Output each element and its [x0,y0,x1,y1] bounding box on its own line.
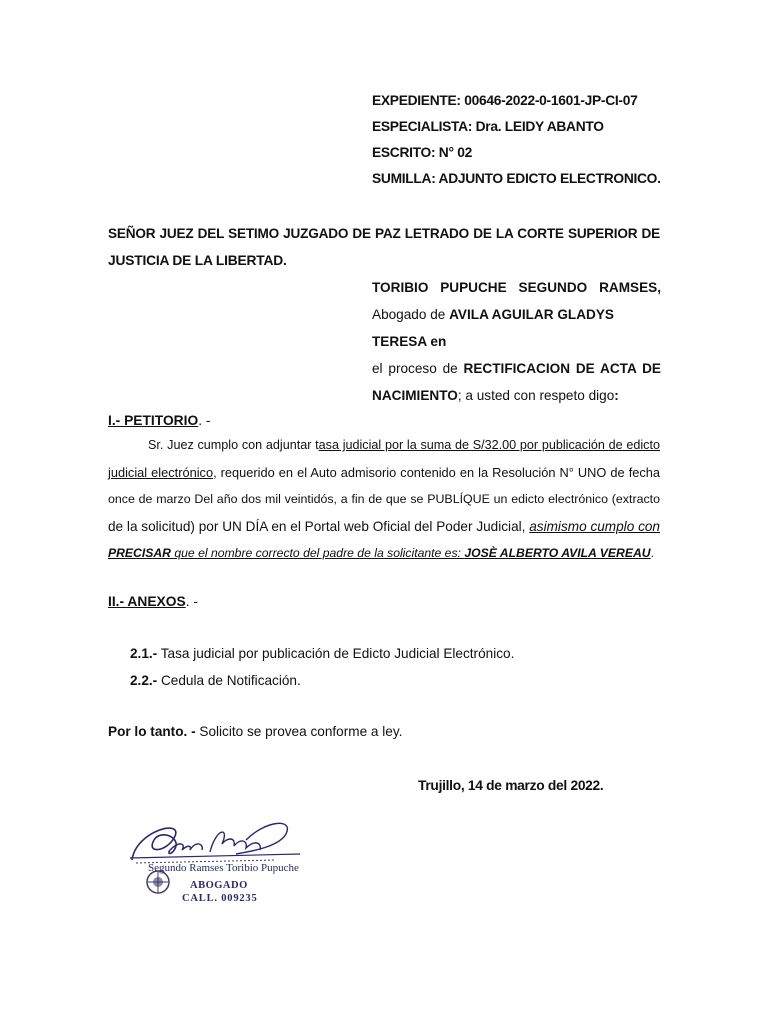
addressee-line-1: SEÑOR JUEZ DEL SETIMO JUZGADO DE PAZ LETRADO DE LA CORTE SUPERIOR DE [108,226,660,241]
anexos-title [108,592,198,612]
client-line [372,301,661,355]
especialista-line: ESPECIALISTA: Dra. LEIDY ABANTO [372,119,604,134]
date-line: Trujillo, 14 de marzo del 2022. [418,778,604,793]
case-header [372,88,672,192]
closing-line [372,382,661,409]
sumilla-line: SUMILLA: ADJUNTO EDICTO ELECTRONICO. [372,171,661,186]
anexos-title-text: II.- ANEXOS [108,594,186,609]
seal-registration: CALL. 009235 [182,893,258,904]
lawyer-name: TORIBIO PUPUCHE SEGUNDO RAMSES, [372,280,661,295]
proceso-end: NACIMIENTO [372,388,458,403]
seal-title: ABOGADO [190,880,248,891]
conclusion-line [108,722,402,742]
abogado-prefix: Abogado de [372,307,450,322]
petitorio-l5-b: que el nombre correcto del padre de la solicitante es: [170,546,465,560]
petitorio-body [108,432,660,567]
annex-item-number: 2.1.- [130,646,158,661]
addressee-line-2: JUSTICIA DE LA LIBERTAD. [108,253,287,268]
petitorio-l2-b: , requerido en el Auto admisorio contenido en la Resolución N° UNO de fecha [213,465,661,480]
petitorio-l5-a: PRECISAR [108,546,171,560]
petitorio-line-3: once de marzo Del año dos mil veintidós, a fin de que se PUBLÍQUE un edicto electrónico (extracto [108,492,660,506]
petitorio-l2-a: judicial electrónico [108,465,214,480]
petitorio-title-suffix: . - [198,413,211,428]
client-name: AVILA AGUILAR GLADYS TERESA en [372,307,614,349]
petitorio-title [108,411,210,431]
escrito-line: ESCRITO: N° 02 [372,145,472,160]
petitorio-l5-c: JOSÈ ALBERTO AVILA VEREAU [464,546,651,560]
petitorio-l1-a: Sr. Juez cumplo con adjuntar t [148,438,319,452]
annex-item [130,644,514,664]
proceso-name: RECTIFICACION DE ACTA DE [463,361,661,376]
petitorio-l4-b: asimismo cumplo con [529,519,660,534]
closing-colon: : [614,388,619,403]
petitorio-line-4 [108,513,660,540]
petitorio-title-text: I.- PETITORIO [108,413,199,428]
annex-item [130,671,301,691]
petitorio-line-1 [108,432,660,459]
petitorio-line-5 [108,540,660,567]
expediente-line: EXPEDIENTE: 00646-2022-0-1601-JP-CI-07 [372,93,638,108]
proceso-line [372,355,661,382]
proceso-prefix: el proceso de [372,361,464,376]
petitorio-line-2 [108,459,660,486]
conclusion-text: Solicito se provea conforme a ley. [195,724,403,739]
petitorio-l1-b: asa judicial por la suma de S/32.00 por publicación de edicto [318,438,660,452]
petitorio-l4-a: de la solicitud) por UN DÍA en el Portal web Oficial del Poder Judicial, [108,519,530,534]
annex-item-text: Cedula de Notificación. [157,673,301,688]
addressee-block [108,220,660,274]
conclusion-label: Por lo tanto. - [108,724,196,739]
anexos-title-suffix: . - [185,594,198,609]
seal-name: Segundo Ramses Toribio Pupuche [148,862,299,874]
annex-item-number: 2.2.- [130,673,158,688]
petitorio-l5-d: . [650,546,654,560]
closing-text: ; a usted con respeto digo [457,388,615,403]
party-block [372,274,661,409]
annex-item-text: Tasa judicial por publicación de Edicto Judicial Electrónico. [157,646,515,661]
